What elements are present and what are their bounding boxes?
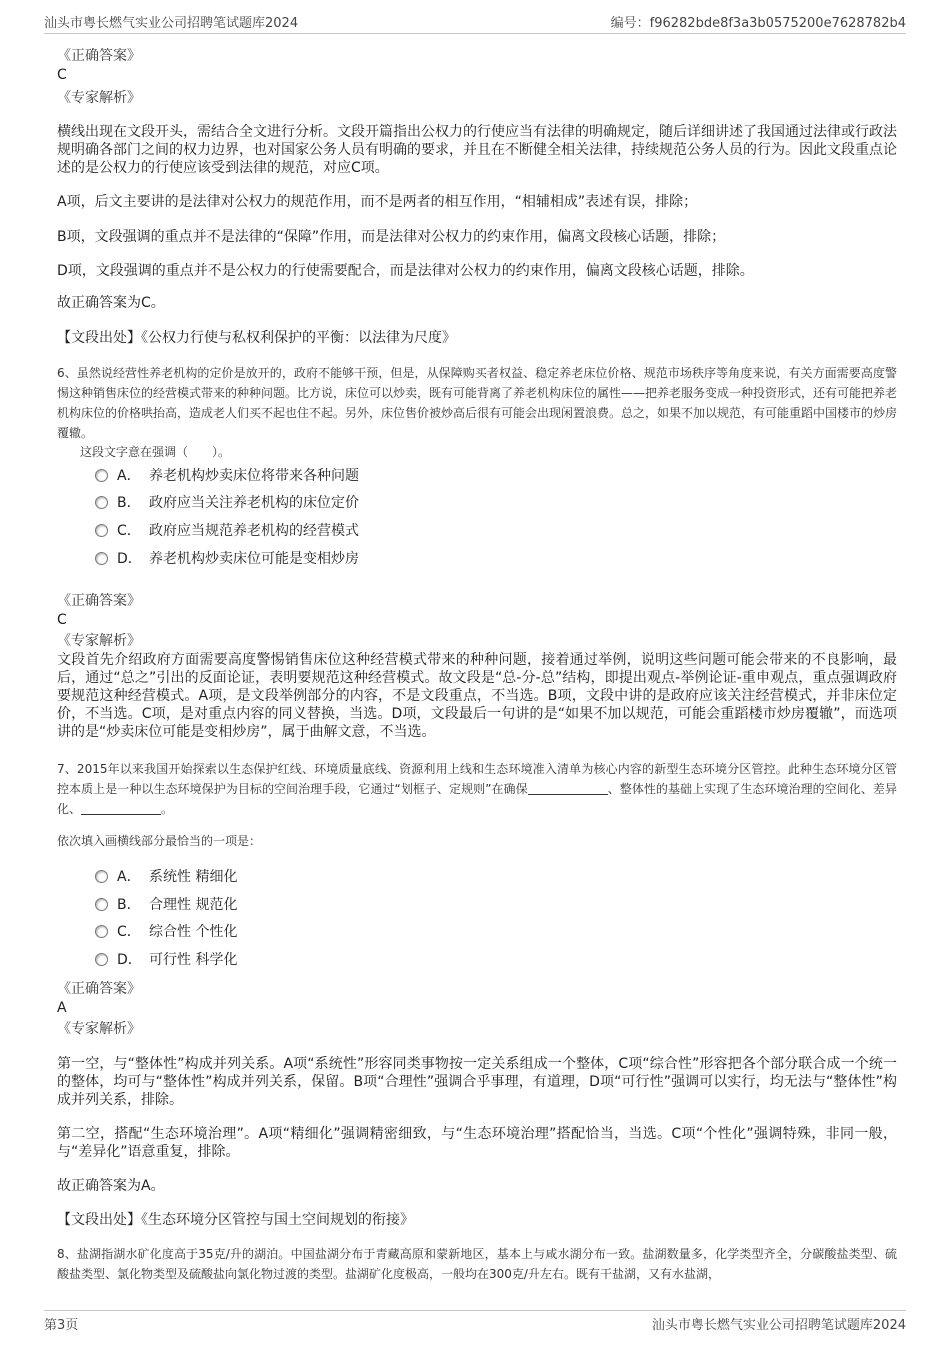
radio-button[interactable] [95,524,108,537]
radio-button[interactable] [95,496,108,509]
radio-button[interactable] [95,469,108,482]
q5-analysis-label: 《专家解析》 [57,90,141,106]
header-title: 汕头市粤长燃气实业公司招聘笔试题库2024 [44,16,299,31]
q5-source: 【文段出处】《公权力行使与私权利保护的平衡：以法律为尺度》 [57,330,456,346]
q6-analysis: 文段首先介绍政府方面需要高度警惕销售床位这种经营模式带来的种种问题，接着通过举例，说明这些问题可能会带来的不良影响，最后，通过“总之”引出的反面论证，表明要规范这种经营模式。故文段是“总-分-总”结构，即提出观点-举例论证-重申观点，重点强调政府要规范这种经营模式。A项，是文段举例部分的内容，不是文段重点，不当选。B项，文段中讲的是政府应该关注经营模式，并非床位定价，不当选。C项，是对重点内容的同义替换，当选。D项，文段最后一句讲的是“如果不加以规范，可能会重蹈楼市炒房覆辙”，而选项讲的是“炒卖床位可能是变相炒房”，属于曲解文意，不当选。 [57,652,897,740]
radio-button[interactable] [95,870,108,883]
q7-stem: 7、2015年以来我国开始探索以生态保护红线、环境质量底线、资源利用上线和生态环境准入清单为核心内容的新型生态环境分区管控。此种生态环境分区管控本质上是一种以生态环境保护为目标的空间治理手段，它通过“划框子、定规则”在确保 、整体性的基础上实现了生态环境治理的空间化、差异化、 。 [57,762,897,816]
q7-option-c[interactable]: C． 综合性 个性化 [95,922,237,942]
q6-option-a[interactable]: A． 养老机构炒卖床位将带来各种问题 [95,466,359,486]
q5-analysis-paragraph: A项，后文主要讲的是法律对公权力的规范作用，而不是两者的相互作用，“相辅相成”表述有误，排除； [57,194,698,210]
fill-blank-2 [81,802,161,815]
q7-conclusion: 故正确答案为A。 [57,1178,165,1194]
radio-button[interactable] [95,925,108,938]
fill-blank-1 [528,782,608,795]
q6-analysis-label: 《专家解析》 [57,633,141,649]
q8-stem: 8、盐湖指湖水矿化度高于35克/升的湖泊。中国盐湖分布于青藏高原和蒙新地区，基本上与咸水湖分布一致。盐湖数量多，化学类型齐全，分碳酸盐类型、硫酸盐类型、氯化物类型及硫酸盐向氯化物过渡的类型。盐湖矿化度极高，一般均在300克/升左右。既有干盐湖，又有水盐湖， [57,1247,897,1281]
radio-button[interactable] [95,552,108,565]
q7-answer: A [57,1000,67,1016]
q7-analysis-paragraph: 第二空，搭配“生态环境治理”。A项“精细化”强调精密细致，与“生态环境治理”搭配恰当，当选。C项“个性化”强调特殊，非同一般，与“差异化”语意重复，排除。 [57,1126,897,1160]
q7-source: 【文段出处】《生态环境分区管控与国土空间规划的衔接》 [57,1212,414,1228]
q5-conclusion: 故正确答案为C。 [57,295,165,311]
header-divider [44,33,906,34]
q6-option-d[interactable]: D． 养老机构炒卖床位可能是变相炒房 [95,549,359,569]
q5-analysis-paragraph: B项，文段强调的重点并不是法律的“保障”作用，而是法律对公权力的约束作用，偏离文段核心话题，排除； [57,229,726,245]
q7-option-d[interactable]: D． 可行性 科学化 [95,950,237,970]
radio-button[interactable] [95,953,108,966]
document-id: 编号：f96282bde8f3a3b0575200e7628782b4 [610,16,906,31]
q7-answer-label: 《正确答案》 [57,981,141,997]
footer-title: 汕头市粤长燃气实业公司招聘笔试题库2024 [651,1318,906,1333]
q7-prompt: 依次填入画横线部分最恰当的一项是： [57,834,262,848]
q6-answer-label: 《正确答案》 [57,593,141,609]
footer-divider [44,1310,906,1311]
q6-stem: 6、虽然说经营性养老机构的定价是放开的，政府不能够干预，但是，从保障购买者权益、稳定养老床位价格、规范市场秩序等角度来说，有关方面需要高度警惕这种销售床位的经营模式带来的种种问题。比方说，床位可以炒卖，既有可能背离了养老机构床位的属性——把养老服务变成一种投资形式，还有可能把养老机构床位的价格哄抬高，造成老人们买不起也住不起。另外，床位售价被炒高后很有可能会出现闲置浪费。总之，如果不加以规范，有可能重蹈中国楼市的炒房覆辙。 [57,366,898,440]
q7-analysis-paragraph: 第一空，与“整体性”构成并列关系。A项“系统性”形容同类事物按一定关系组成一个整体，C项“综合性”形容把各个部分联合成一个统一的整体，均可与“整体性”构成并列关系，保留。B项“合理性”强调合乎事理，有道理，D项“可行性”强调可以实行，均无法与“整体性”构成并列关系，排除。 [57,1056,897,1108]
q5-answer: C [57,67,67,83]
q6-option-b[interactable]: B． 政府应当关注养老机构的床位定价 [95,493,359,513]
q6-option-c[interactable]: C． 政府应当规范养老机构的经营模式 [95,521,359,541]
q6-answer: C [57,612,67,628]
page-number: 第3页 [44,1318,79,1333]
q5-answer-label: 《正确答案》 [57,48,141,64]
q6-prompt: 这段文字意在强调（ ）。 [80,445,231,459]
q7-option-a[interactable]: A． 系统性 精细化 [95,867,237,887]
radio-button[interactable] [95,898,108,911]
q5-analysis-paragraph: 横线出现在文段开头，需结合全文进行分析。文段开篇指出公权力的行使应当有法律的明确规定，随后详细讲述了我国通过法律或行政法规明确各部门之间的权力边界，也对国家公务人员有明确的要求，并且在不断健全相关法律，持续规范公务人员的行为。因此文段重点论述的是公权力的行使应该受到法律的规范，对应C项。 [57,124,897,176]
q7-analysis-label: 《专家解析》 [57,1021,141,1037]
q5-analysis-paragraph: D项，文段强调的重点并不是公权力的行使需要配合，而是法律对公权力的约束作用，偏离文段核心话题，排除。 [57,263,754,279]
q7-option-b[interactable]: B． 合理性 规范化 [95,895,237,915]
